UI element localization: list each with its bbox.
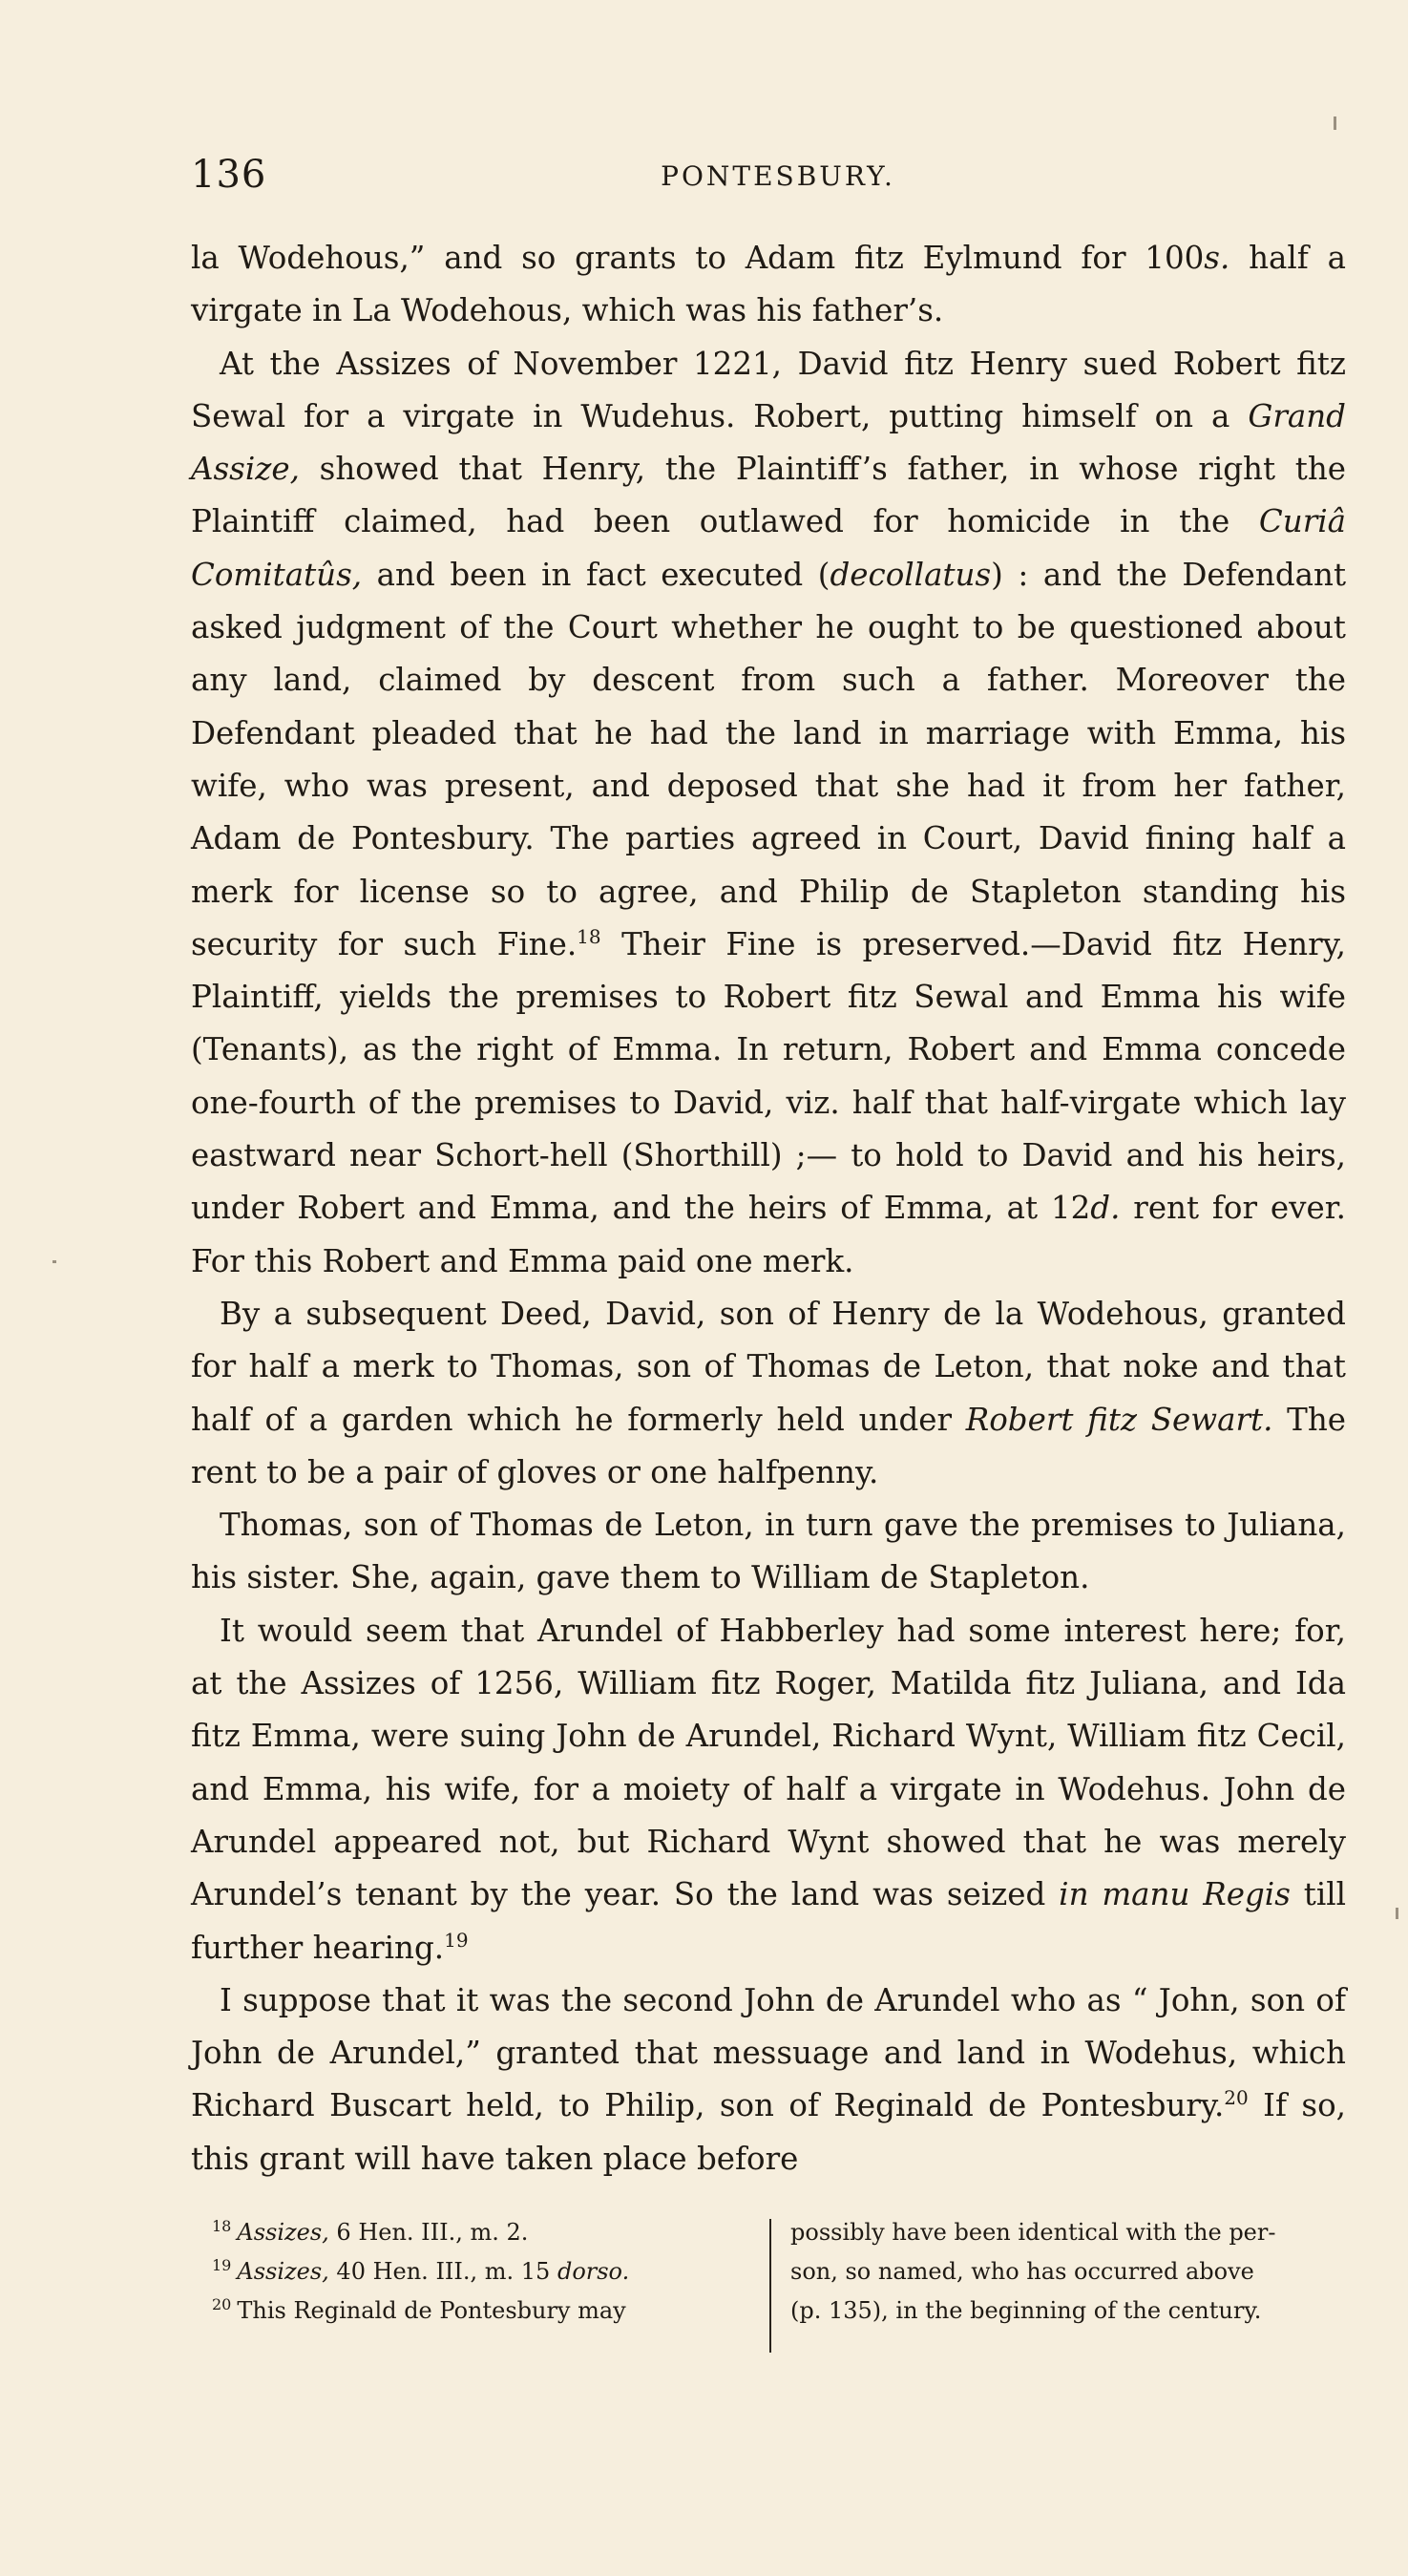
footnote-20-continued-line: (p. 135), in the beginning of the century. — [790, 2297, 1262, 2324]
paragraph-3: By a subsequent Deed, David, son of Henry de la Wodehous, granted for half a merk to Thomas, son of Thomas de Leton, that noke and that half of a garden which he formerly held under Robert fitz Sewart. The rent to be a pair of gloves or one halfpenny. — [191, 1295, 1346, 1490]
body-text — [191, 232, 1346, 2185]
page-header — [191, 153, 1365, 210]
footnote-ref-20[interactable]: 20 — [1224, 2086, 1249, 2110]
footnote-ref-18[interactable]: 18 — [577, 925, 601, 949]
paragraph-4: Thomas, son of Thomas de Leton, in turn gave the premises to Juliana, his sister. She, again, gave them to William de Stapleton. — [191, 1507, 1346, 1596]
footnote-19: $^{19}$ Assizes, 40 Hen. III., m. 15 dorso. — [212, 2256, 630, 2285]
paragraph-6: I suppose that it was the second John de Arundel who as “ John, son of John de Arundel,” granted that messuage and land in Wodehus, which Richard Buscart held, to Philip, son of Reginald de Pontesbury.$^{20}$ If so, this grant will have taken place before — [191, 1981, 1346, 2177]
footnotes-left-column — [212, 2213, 746, 2331]
footnote-20-continued-line: possibly have been identical with the per- — [790, 2219, 1276, 2246]
page-speck — [1334, 116, 1336, 130]
paragraph-1: la Wodehous,” and so grants to Adam fitz Eylmund for 100s. half a virgate in La Wodehous, which was his father’s. — [191, 240, 1346, 329]
footnote-20: $^{20}$ This Reginald de Pontesbury may — [212, 2295, 626, 2324]
footnotes-right-column — [790, 2213, 1348, 2331]
footnote-ref-19[interactable]: 19 — [444, 1928, 469, 1952]
footnote-column-divider — [769, 2219, 771, 2353]
page-speck — [1396, 1908, 1398, 1919]
page-number: 136 — [191, 153, 267, 197]
footnote-18: $^{18}$ Assizes, 6 Hen. III., m. 2. — [212, 2217, 529, 2246]
running-title: PONTESBURY. — [661, 160, 895, 192]
page-speck — [53, 1260, 56, 1263]
paragraph-2: At the Assizes of November 1221, David fitz Henry sued Robert fitz Sewal for a virgate in Wudehus. Robert, putting himself on a Grand Assize, showed that Henry, the Plaintiff’s father, in whose right the Plaintiff claimed, had been outlawed for homicide in the Curiâ Comitatûs, and been in fact executed (decollatus) : and the Defendant asked judgment of the Court whether he ought to be questioned about any land, claimed by descent from such a father. Moreover the Defendant pleaded that he had the land in marriage with Emma, his wife, who was present, and deposed that she had it from her father, Adam de Pontesbury. The parties agreed in Court, David fining half a merk for license so to agree, and Philip de Stapleton standing his security for such Fine.$^{18}$ Their Fine is preserved.—David fitz Henry, Plaintiff, yields the premises to Robert fitz Sewal and Emma his wife (Tenants), as the right of Emma. In return, Robert and Emma concede one-fourth of the premises to David, viz. half that half-virgate which lay eastward near Schort-hell (Shorthill) ;— to hold to David and his heirs, under Robert and Emma, and the heirs of Emma, at 12d. rent for ever. For this Robert and Emma paid one merk. — [191, 345, 1347, 1279]
footnote-20-continued-line: son, so named, who has occurred above — [790, 2258, 1254, 2285]
footnotes — [212, 2213, 1348, 2366]
paragraph-5: It would seem that Arundel of Habberley had some interest here; for, at the Assizes of 1256, William fitz Roger, Matilda fitz Juliana, and Ida fitz Emma, were suing John de Arundel, Richard Wynt, William fitz Cecil, and Emma, his wife, for a moiety of half a virgate in Wodehus. John de Arundel appeared not, but Richard Wynt showed that he was merely Arundel’s tenant by the year. So the land was seized in manu Regis till further hearing.$^{19}$ — [191, 1612, 1347, 1966]
